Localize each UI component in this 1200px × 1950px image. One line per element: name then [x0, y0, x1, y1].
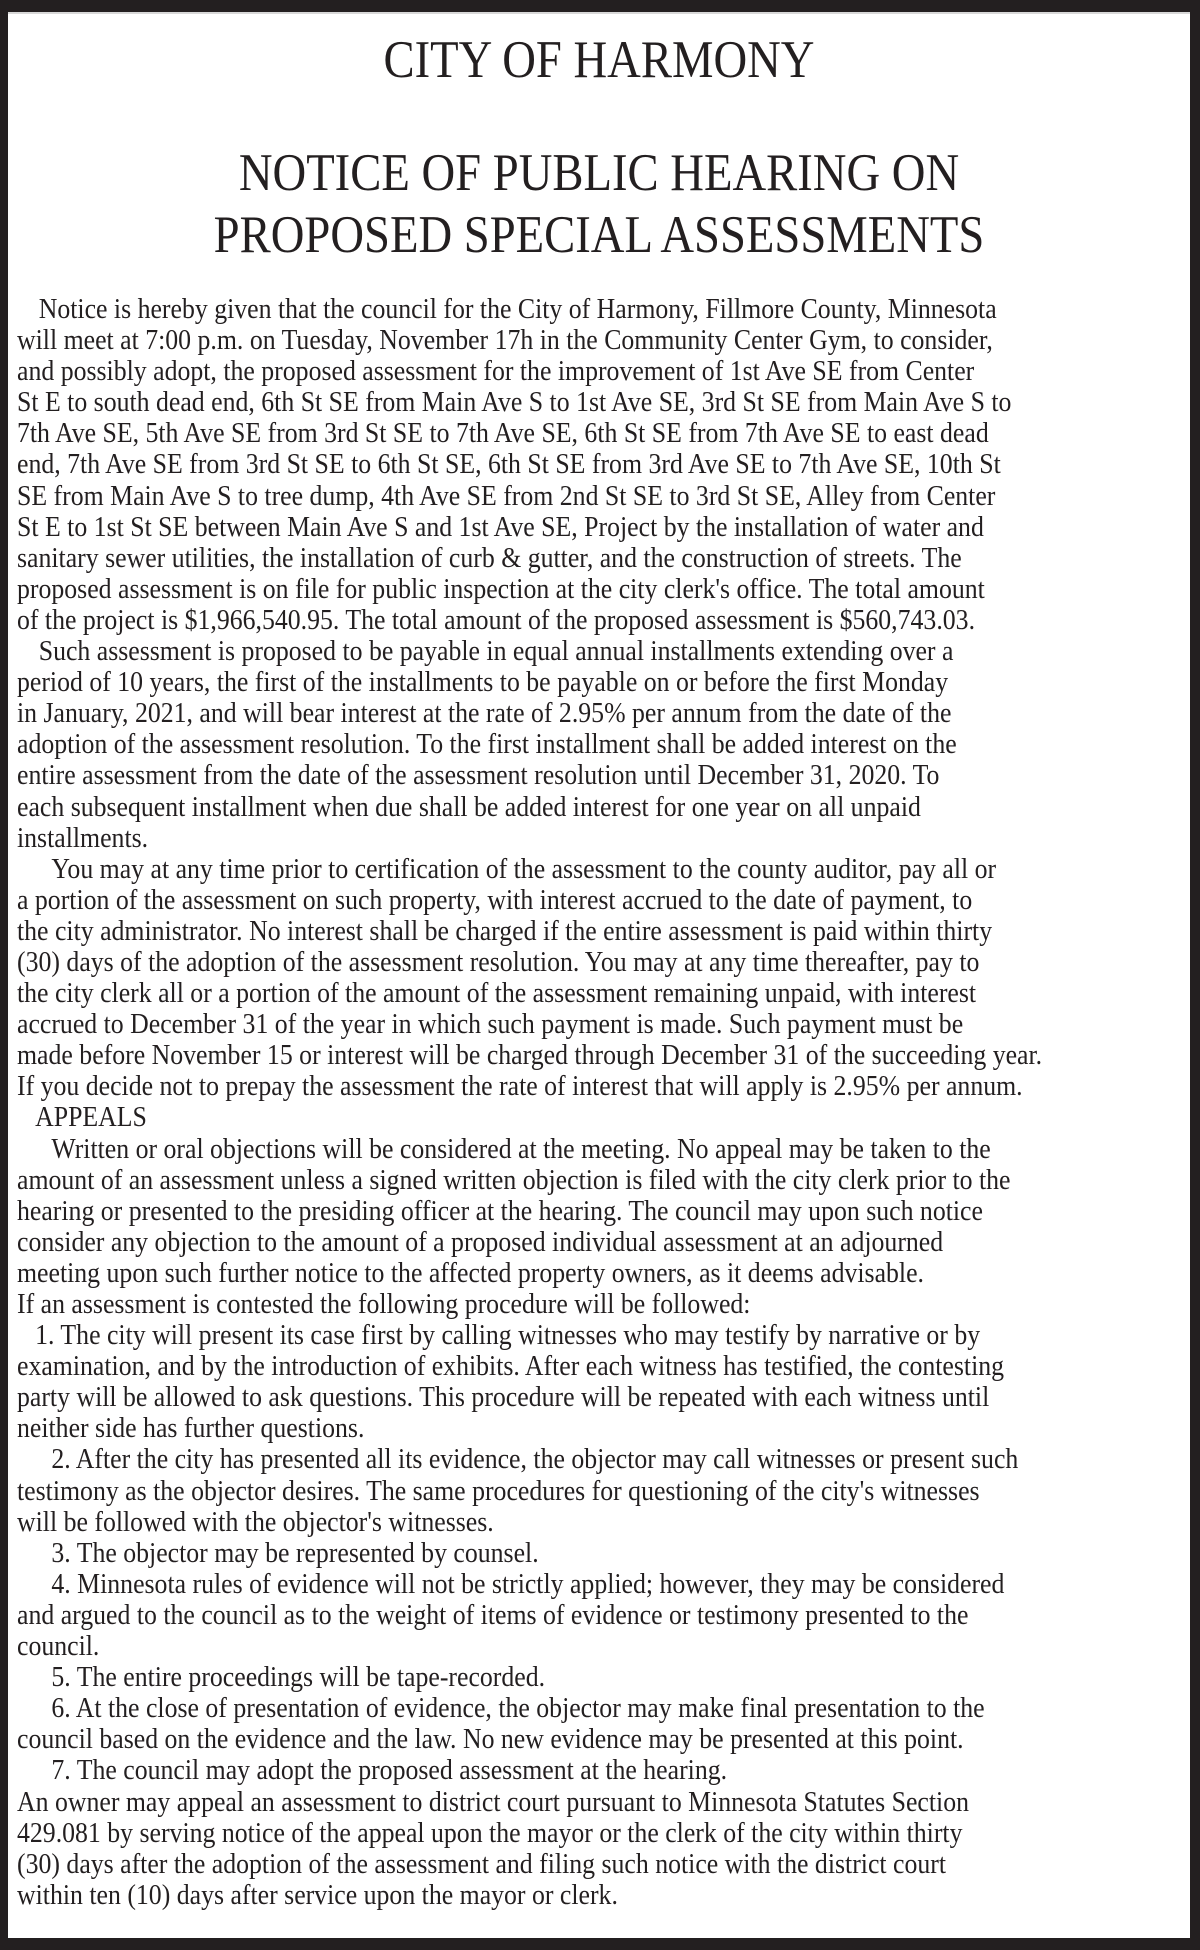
body-line: (30) days after the adoption of the assessment and filing such notice with the district court	[17, 1848, 947, 1880]
body-line: Such assessment is proposed to be payable in equal annual installments extending over a	[38, 636, 954, 668]
body-line: period of 10 years, the first of the installments to be payable on or before the first Monday	[17, 667, 949, 699]
body-line: You may at any time prior to certification of the assessment to the county auditor, pay all or	[51, 853, 997, 885]
notice-body	[17, 294, 1197, 1911]
body-line: An owner may appeal an assessment to district court pursuant to Minnesota Statutes Section	[17, 1786, 969, 1818]
body-line: amount of an assessment unless a signed written objection is filed with the city clerk prior to the	[17, 1164, 1011, 1196]
body-line: meeting upon such further notice to the affected property owners, as it deems advisable.	[17, 1257, 924, 1289]
notice-title-line-2: PROPOSED SPECIAL ASSESSMENTS	[213, 206, 985, 264]
procedure-item-5: 5. The entire proceedings will be tape-recorded.	[51, 1662, 546, 1694]
body-line: If you decide not to prepay the assessment the rate of interest that will apply is 2.95% per annum.	[17, 1071, 1023, 1103]
body-line: consider any objection to the amount of a proposed individual assessment at an adjourned	[17, 1226, 944, 1258]
procedure-item-6: 6. At the close of presentation of evidence, the objector may make final presentation to the	[51, 1693, 985, 1725]
body-line: 429.081 by serving notice of the appeal upon the mayor or the clerk of the city within thirty	[17, 1817, 963, 1849]
body-line: each subsequent installment when due shall be added interest for one year on all unpaid	[17, 791, 921, 823]
body-line: council.	[17, 1631, 100, 1663]
procedure-item-1: 1. The city will present its case first by calling witnesses who may testify by narrative or by	[35, 1320, 981, 1352]
body-line: neither side has further questions.	[17, 1413, 365, 1445]
body-line: a portion of the assessment on such property, with interest accrued to the date of payment, to	[17, 884, 973, 916]
body-line: examination, and by the introduction of exhibits. After each witness has testified, the contesting	[17, 1351, 1005, 1383]
body-line: St E to 1st St SE between Main Ave S and 1st Ave SE, Project by the installation of water and	[17, 511, 984, 543]
appeals-heading: APPEALS	[35, 1102, 147, 1134]
procedure-item-7: 7. The council may adopt the proposed assessment at the hearing.	[51, 1755, 728, 1787]
body-line: 7th Ave SE, 5th Ave SE from 3rd St SE to 7th Ave SE, 6th St SE from 7th Ave SE to east dead	[17, 418, 989, 450]
body-line: made before November 15 or interest will be charged through December 31 of the succeeding year.	[17, 1040, 1043, 1072]
body-line: and argued to the council as to the weight of items of evidence or testimony presented to the	[17, 1599, 969, 1631]
body-line: accrued to December 31 of the year in which such payment is made. Such payment must be	[17, 1009, 964, 1041]
body-line: council based on the evidence and the law. No new evidence may be presented at this point.	[17, 1724, 964, 1756]
body-line: the city administrator. No interest shall be charged if the entire assessment is paid within thirty	[17, 915, 993, 947]
notice-title-line-1: NOTICE OF PUBLIC HEARING ON	[238, 144, 960, 202]
body-line: end, 7th Ave SE from 3rd St SE to 6th St SE, 6th St SE from 3rd Ave SE to 7th Ave SE, 10th St	[17, 449, 1001, 481]
body-line: will meet at 7:00 p.m. on Tuesday, November 17h in the Community Center Gym, to consider,	[17, 325, 993, 357]
city-heading: CITY OF HARMONY	[383, 31, 815, 89]
body-line: testimony as the objector desires. The same procedures for questioning of the city's witnesses	[17, 1475, 980, 1507]
body-line: in January, 2021, and will bear interest at the rate of 2.95% per annum from the date of the	[17, 698, 952, 730]
procedure-item-4: 4. Minnesota rules of evidence will not be strictly applied; however, they may be considered	[51, 1568, 1005, 1600]
body-line: hearing or presented to the presiding officer at the hearing. The council may upon such notice	[17, 1195, 983, 1227]
body-line: within ten (10) days after service upon the mayor or clerk.	[17, 1879, 618, 1911]
notice-page	[8, 12, 1190, 1938]
body-line: entire assessment from the date of the assessment resolution until December 31, 2020. To	[17, 760, 940, 792]
procedure-item-3: 3. The objector may be represented by counsel.	[51, 1537, 539, 1569]
body-line: St E to south dead end, 6th St SE from Main Ave S to 1st Ave SE, 3rd St SE from Main Ave S to	[17, 387, 1012, 419]
body-line: of the project is $1,966,540.95. The total amount of the proposed assessment is $560,743.03.	[17, 604, 976, 636]
procedure-item-2: 2. After the city has presented all its evidence, the objector may call witnesses or present such	[51, 1444, 1019, 1476]
body-line: adoption of the assessment resolution. To the first installment shall be added interest on the	[17, 729, 957, 761]
body-line: proposed assessment is on file for public inspection at the city clerk's office. The total amount	[17, 573, 985, 605]
body-line: the city clerk all or a portion of the amount of the assessment remaining unpaid, with interest	[17, 978, 977, 1010]
body-line: SE from Main Ave S to tree dump, 4th Ave SE from 2nd St SE to 3rd St SE, Alley from Center	[17, 480, 996, 512]
body-line: Written or oral objections will be considered at the meeting. No appeal may be taken to the	[51, 1133, 991, 1165]
body-line: If an assessment is contested the following procedure will be followed:	[17, 1289, 751, 1320]
body-line: and possibly adopt, the proposed assessment for the improvement of 1st Ave SE from Center	[17, 356, 975, 388]
body-line: sanitary sewer utilities, the installation of curb & gutter, and the construction of streets. The	[17, 542, 962, 574]
body-line: party will be allowed to ask questions. This procedure will be repeated with each witness until	[17, 1382, 990, 1414]
body-line: (30) days of the adoption of the assessment resolution. You may at any time thereafter, pay to	[17, 946, 980, 978]
body-line: will be followed with the objector's witnesses.	[17, 1506, 494, 1538]
body-line: Notice is hereby given that the council for the City of Harmony, Fillmore County, Minnesota	[38, 294, 997, 325]
body-line: installments.	[17, 822, 149, 854]
